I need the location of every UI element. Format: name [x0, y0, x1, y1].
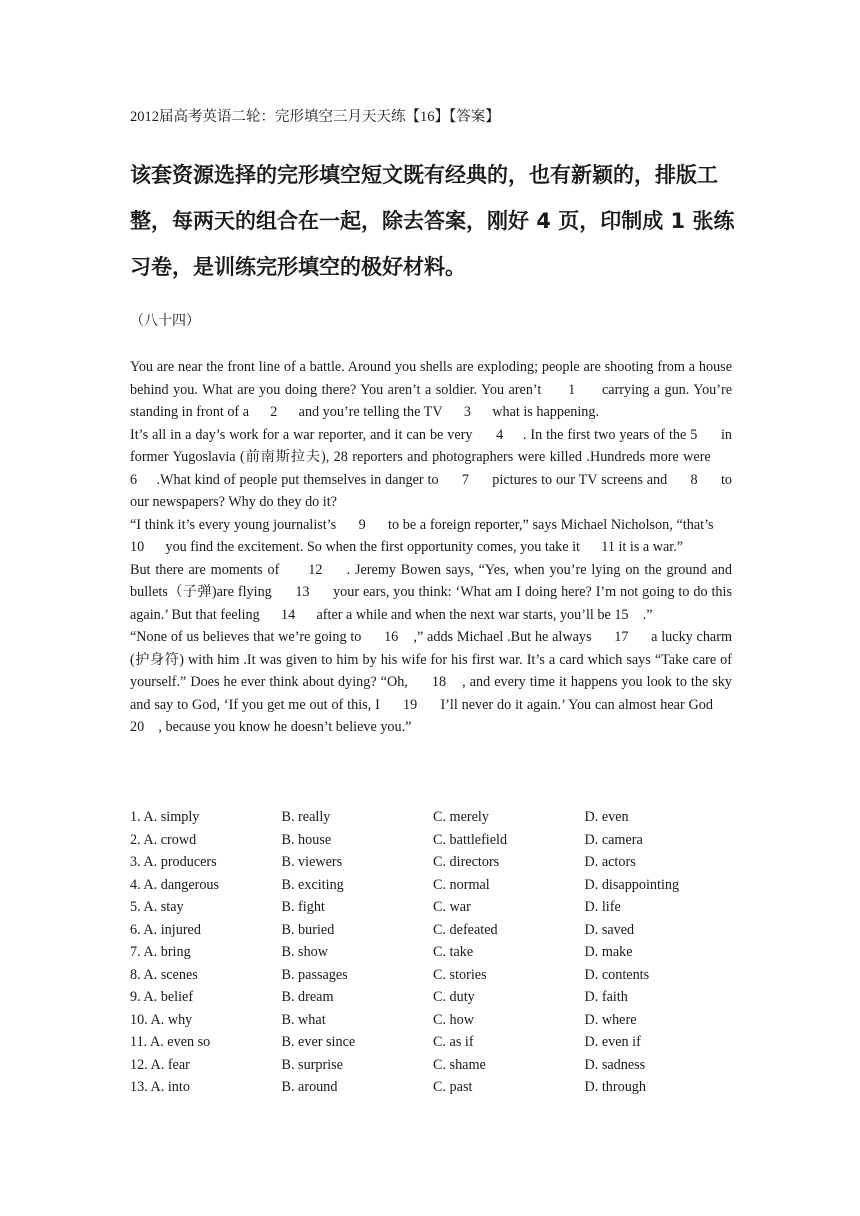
option-c: C. how [433, 1011, 474, 1028]
option-row [130, 874, 740, 897]
option-row [130, 1031, 740, 1054]
option-a: 1. A. simply [130, 809, 200, 825]
option-d: D. contents [584, 966, 650, 983]
passage-paragraph: But there are moments of 12 . Jeremy Bowen says, “Yes, when you’re lying on the ground and bullets（子弹)are flying 13 your ears, you think: ‘What am I doing here? I’m not going to do this again.’ But that feeling 14 after a while and when the next war starts, you’ll be 15 .” [130, 561, 732, 623]
cloze-passage [130, 356, 732, 739]
option-row [130, 829, 740, 852]
option-a: 13. A. into [130, 1079, 190, 1095]
option-d: D. make [584, 944, 633, 960]
option-a: 12. A. fear [130, 1056, 190, 1073]
option-a: 4. A. dangerous [130, 876, 220, 893]
option-b: B. surprise [281, 1056, 343, 1073]
option-b: B. what [281, 1011, 326, 1028]
option-d: D. saved [584, 921, 635, 938]
option-d: D. even [584, 809, 629, 825]
option-row [130, 806, 740, 829]
option-b: B. fight [281, 899, 325, 915]
option-row [130, 941, 740, 964]
option-a: 7. A. bring [130, 944, 191, 960]
option-d: D. even if [584, 1034, 641, 1050]
option-d: D. sadness [584, 1056, 646, 1073]
option-c: C. as if [433, 1034, 474, 1050]
intro-paragraph: 该套资源选择的完形填空短文既有经典的，也有新颖的，排版工整，每两天的组合在一起，除去答案，刚好 4 页，印制成 1 张练习卷，是训练完形填空的极好材料。 [130, 163, 735, 279]
option-row [130, 1076, 740, 1099]
option-d: D. faith [584, 989, 628, 1005]
option-b: B. buried [281, 921, 335, 938]
option-c: C. directors [433, 854, 500, 870]
option-row [130, 964, 740, 987]
option-c: C. shame [433, 1056, 486, 1073]
passage-paragraph: It’s all in a day’s work for a war reporter, and it can be very 4 . In the first two years of the 5 in former Yugoslavia (前南斯拉夫), 28 reporters and photographers were killed .Hundreds more were 6 .What kind of people put themselves in danger to 7 pictures to our TV screens and 8 to our newspapers? Why do they do it? [130, 426, 732, 510]
passage-paragraph: “I think it’s every young journalist’s 9 to be a foreign reporter,” says Michael Nicholson, “that’s 10 you find the excitement. So when the first opportunity comes, you take it 11 it is a war.” [130, 516, 732, 555]
option-row [130, 919, 740, 942]
option-c: C. duty [433, 989, 475, 1005]
option-b: B. ever since [281, 1034, 356, 1050]
option-b: B. dream [281, 989, 334, 1005]
option-c: C. defeated [433, 921, 498, 938]
option-row [130, 1054, 740, 1077]
option-c: C. take [433, 944, 474, 960]
option-b: B. exciting [281, 876, 344, 893]
option-row [130, 851, 740, 874]
option-c: C. stories [433, 966, 487, 983]
option-c: C. past [433, 1079, 473, 1095]
option-c: C. merely [433, 809, 489, 825]
option-b: B. passages [281, 966, 348, 983]
option-d: D. where [584, 1011, 637, 1028]
option-a: 2. A. crowd [130, 831, 197, 848]
option-b: B. show [281, 944, 329, 960]
option-c: C. battlefield [433, 831, 508, 848]
option-d: D. actors [584, 854, 636, 870]
option-a: 3. A. producers [130, 854, 217, 870]
answer-options [130, 806, 740, 1099]
option-d: D. disappointing [584, 876, 680, 893]
option-a: 9. A. belief [130, 989, 194, 1005]
option-c: C. war [433, 899, 471, 915]
option-b: B. around [281, 1079, 338, 1095]
passage-paragraph: You are near the front line of a battle. Around you shells are exploding; people are shooting from a house behind you. What are you doing there? You aren’t a soldier. You aren’t 1 carrying a gun. You’re standing in front of a 2 and you’re telling the TV 3 what is happening. [130, 359, 732, 420]
passage-paragraph: “None of us believes that we’re going to 16 ,” adds Michael .But he always 17 a lucky charm (护身符) with him .It was given to him by his wife for his first war. It’s a card which says “Take care of yourself.” Does he ever think about dying? “Oh, 18 , and every time it happens you look to the sky and say to God, ‘If you get me out of this, I 19 I’ll never do it again.’ You can almost hear God 20 , because you know he doesn’t believe you.” [130, 629, 732, 735]
option-b: B. viewers [281, 854, 343, 870]
option-d: D. through [584, 1079, 646, 1095]
option-d: D. life [584, 899, 621, 915]
option-a: 5. A. stay [130, 899, 184, 915]
option-a: 6. A. injured [130, 921, 201, 938]
option-row [130, 1009, 740, 1032]
option-b: B. house [281, 831, 332, 848]
document-title: 2012届高考英语二轮：完形填空三月天天练【16】【答案】 [130, 109, 500, 125]
section-label: （八十四） [130, 314, 200, 329]
option-a: 11. A. even so [130, 1034, 211, 1050]
option-b: B. really [281, 809, 331, 825]
option-row [130, 986, 740, 1009]
option-d: D. camera [584, 831, 643, 848]
option-row [130, 896, 740, 919]
option-a: 10. A. why [130, 1011, 193, 1028]
option-c: C. normal [433, 876, 490, 893]
option-a: 8. A. scenes [130, 966, 198, 983]
